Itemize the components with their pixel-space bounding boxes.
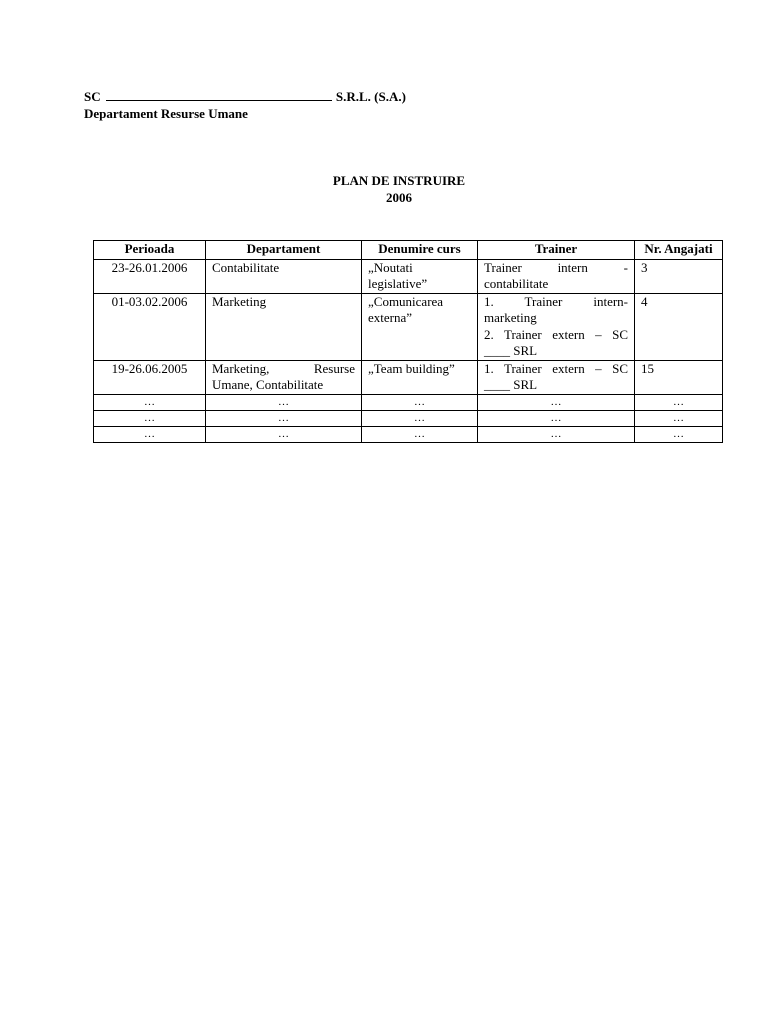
cell-curs: „Comunicarea externa” — [362, 293, 478, 360]
cell-perioada: 19-26.06.2005 — [94, 360, 206, 394]
cell-nr-angajati: 3 — [635, 259, 723, 293]
cell-departament: Marketing — [206, 293, 362, 360]
cell-perioada: 23-26.01.2006 — [94, 259, 206, 293]
company-prefix: SC — [84, 89, 101, 104]
table-row — [94, 293, 723, 360]
placeholder-cell: … — [362, 426, 478, 442]
company-suffix: S.R.L. (S.A.) — [335, 89, 406, 104]
placeholder-cell: … — [478, 394, 635, 410]
trainer-line: 1. Trainer intern- marketing — [484, 293, 628, 325]
title-year: 2006 — [386, 190, 412, 205]
title-line-1: PLAN DE INSTRUIRE — [332, 173, 466, 188]
cell-nr-angajati: 4 — [635, 293, 723, 360]
placeholder-cell: … — [362, 394, 478, 410]
column-header-departament: Departament — [206, 241, 362, 260]
table-row — [94, 360, 723, 394]
table-header-row — [94, 241, 723, 260]
cell-trainer — [478, 360, 635, 394]
cell-trainer — [478, 293, 635, 360]
company-name-blank — [106, 89, 332, 101]
trainer-line: 1. Trainer extern – SC ____ SRL — [484, 360, 628, 392]
column-header-nr-angajati: Nr. Angajati — [635, 241, 723, 260]
trainer-line: Trainer intern - contabilitate — [484, 259, 628, 291]
placeholder-cell: … — [635, 394, 723, 410]
placeholder-row — [94, 410, 723, 426]
cell-perioada: 01-03.02.2006 — [94, 293, 206, 360]
column-header-denumire-curs: Denumire curs — [362, 241, 478, 260]
placeholder-row — [94, 426, 723, 442]
column-header-trainer: Trainer — [478, 241, 635, 260]
cell-nr-angajati: 15 — [635, 360, 723, 394]
table-row — [94, 259, 723, 293]
document-header — [84, 88, 406, 122]
department-line: Departament Resurse Umane — [84, 106, 248, 121]
placeholder-cell: … — [94, 394, 206, 410]
cell-trainer — [478, 259, 635, 293]
placeholder-cell: … — [635, 426, 723, 442]
placeholder-cell: … — [94, 426, 206, 442]
document-title — [0, 172, 768, 206]
cell-curs: „Noutati legislative” — [362, 259, 478, 293]
placeholder-cell: … — [635, 410, 723, 426]
cell-curs: „Team building” — [362, 360, 478, 394]
cell-departament: Marketing, Resurse Umane, Contabilitate — [206, 360, 362, 394]
company-line — [84, 88, 406, 105]
trainer-line: 2. Trainer extern – SC ____ SRL — [484, 326, 628, 358]
training-plan-table — [93, 240, 723, 443]
placeholder-cell: … — [94, 410, 206, 426]
placeholder-cell: … — [362, 410, 478, 426]
placeholder-row — [94, 394, 723, 410]
placeholder-cell: … — [478, 426, 635, 442]
placeholder-cell: … — [478, 410, 635, 426]
column-header-perioada: Perioada — [94, 241, 206, 260]
placeholder-cell: … — [206, 394, 362, 410]
cell-departament: Contabilitate — [206, 259, 362, 293]
placeholder-cell: … — [206, 426, 362, 442]
placeholder-cell: … — [206, 410, 362, 426]
